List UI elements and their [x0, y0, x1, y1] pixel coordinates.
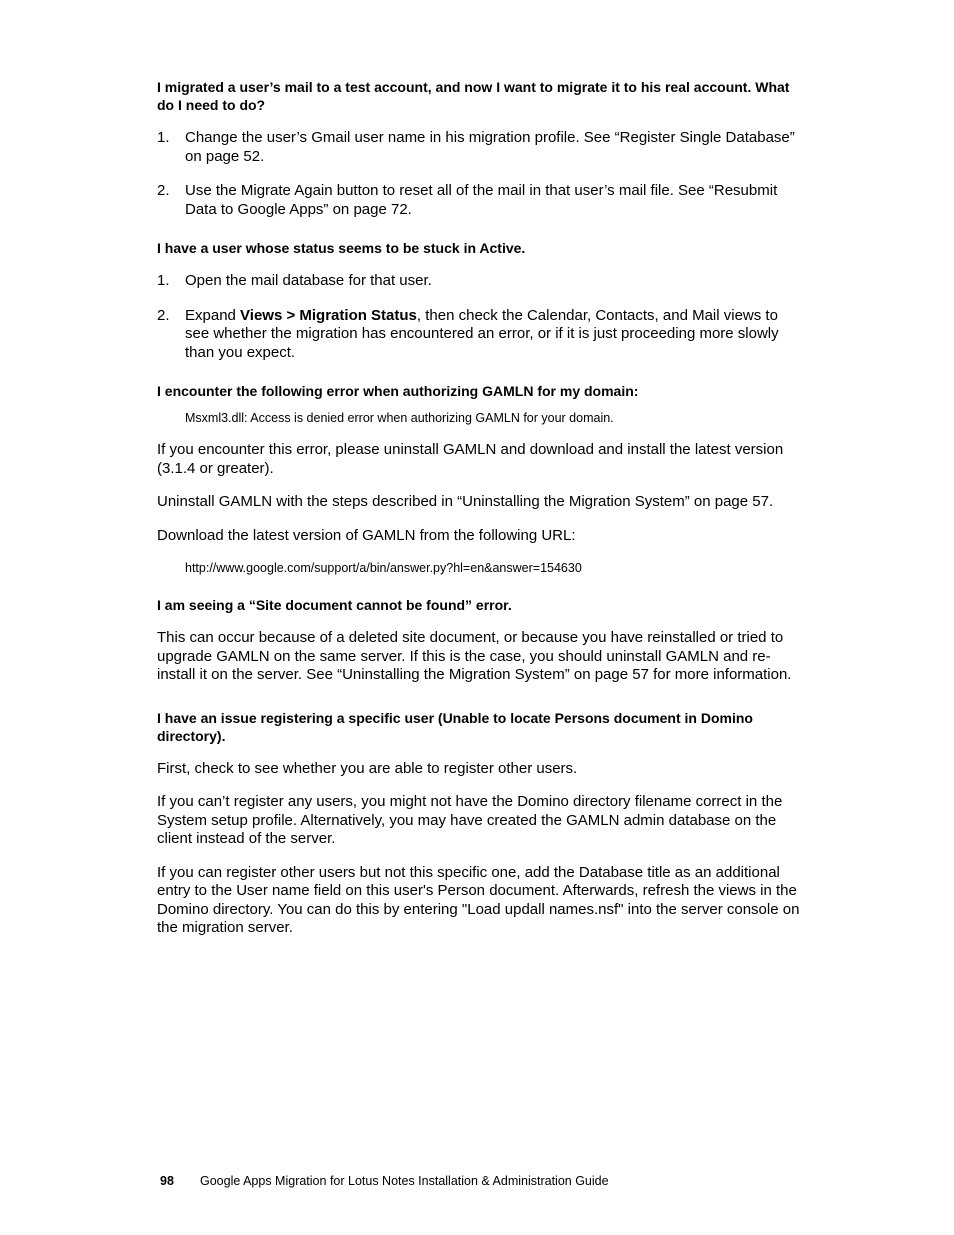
- faq-heading-test-account: I migrated a user’s mail to a test account, and now I want to migrate it to his real account. What do I need to do?: [157, 79, 790, 113]
- step-text-after: , then check the Calendar, Contacts, and Mail views to see whether the migration has encountered an error, or if it is just proceeding more slowly than you expect.: [185, 306, 779, 361]
- steps-stuck-active: [157, 272, 802, 362]
- paragraph: First, check to see whether you are able to register other users.: [157, 759, 578, 777]
- step-number: 2.: [157, 182, 170, 199]
- step-text: Use the Migrate Again button to reset all of the mail in that user’s mail file. See “Resubmit Data to Google Apps” on page 72.: [185, 182, 778, 218]
- steps-test-account: [157, 129, 802, 219]
- step-number: 1.: [157, 129, 170, 146]
- step-number: 1.: [157, 272, 170, 289]
- page-content: [157, 78, 802, 953]
- footer-title: Google Apps Migration for Lotus Notes Installation & Administration Guide: [200, 1174, 609, 1188]
- list-item: [157, 129, 802, 166]
- page-number: 98: [160, 1174, 174, 1188]
- step-text: Change the user’s Gmail user name in his migration profile. See “Register Single Database” on page 52.: [185, 129, 795, 165]
- faq-heading-register-user: I have an issue registering a specific user (Unable to locate Persons document in Domino directory).: [157, 709, 753, 744]
- paragraph: This can occur because of a deleted site document, or because you have reinstalled or tried to upgrade GAMLN on the same server. If this is the case, you should uninstall GAMLN and re-install it on the server. See “Uninstalling the Migration System” on page 57 for more information.: [157, 629, 792, 683]
- paragraph: If you can’t register any users, you might not have the Domino directory filename correct in the System setup profile. Alternatively, you may have created the GAMLN admin database on the client instead of the server.: [157, 793, 783, 847]
- list-item: [157, 182, 802, 219]
- step-text: Open the mail database for that user.: [185, 272, 432, 289]
- list-item: [157, 307, 802, 363]
- menu-path: Views > Migration Status: [240, 306, 417, 324]
- paragraph: If you can register other users but not this specific one, add the Database title as an additional entry to the User name field on this user's Person document. Afterwards, refresh the views in the Domino directory. You can do this by entering "Load updall names.nsf" into the server console on the migration server.: [157, 863, 800, 936]
- faq-heading-authorizing-error: I encounter the following error when authorizing GAMLN for my domain:: [157, 383, 639, 399]
- paragraph: Download the latest version of GAMLN from the following URL:: [157, 526, 576, 544]
- list-item: [157, 272, 802, 291]
- faq-heading-site-document: I am seeing a “Site document cannot be found” error.: [157, 597, 512, 613]
- error-message: Msxml3.dll: Access is denied error when authorizing GAMLN for your domain.: [185, 411, 614, 425]
- faq-heading-stuck-active: I have a user whose status seems to be stuck in Active.: [157, 240, 526, 256]
- paragraph: Uninstall GAMLN with the steps described in “Uninstalling the Migration System” on page 57.: [157, 493, 774, 510]
- step-number: 2.: [157, 306, 170, 324]
- step-text-before: Expand: [185, 306, 241, 324]
- download-url: http://www.google.com/support/a/bin/answer.py?hl=en&answer=154630: [185, 561, 582, 575]
- page-footer: [160, 1173, 609, 1189]
- paragraph: If you encounter this error, please uninstall GAMLN and download and install the latest version (3.1.4 or greater).: [157, 441, 784, 477]
